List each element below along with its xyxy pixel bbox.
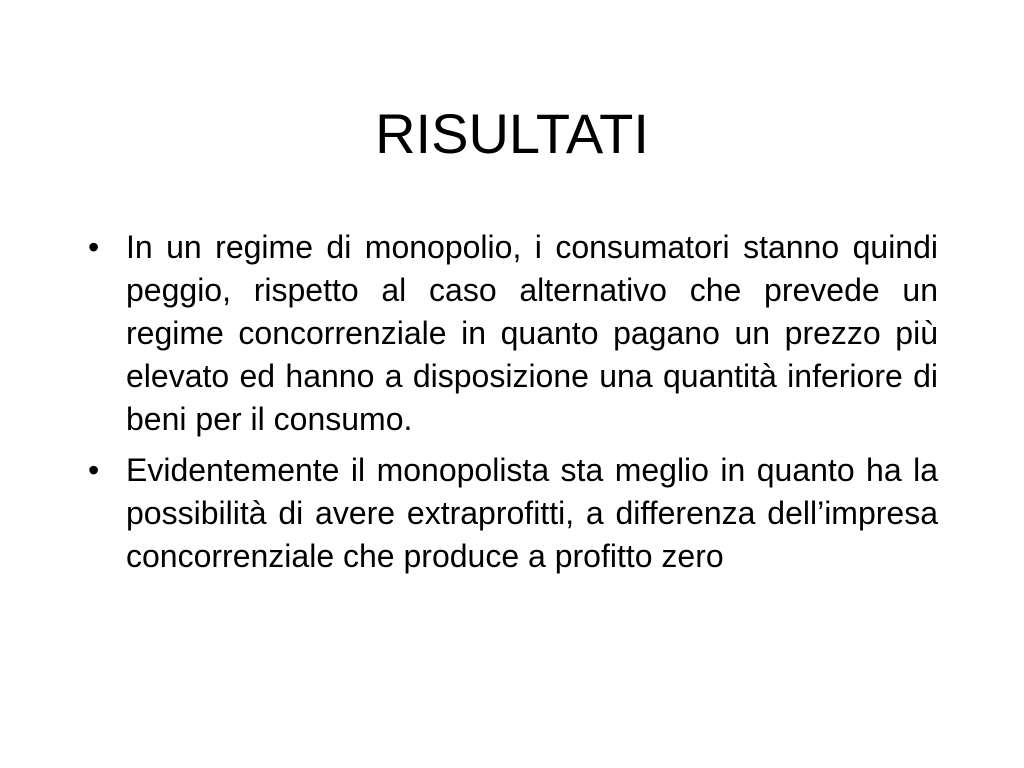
bullet-text: In un regime di monopolio, i consumatori stanno quindi peggio, rispetto al caso alternativo che prevede un regime concorrenziale in quanto pagano un prezzo più elevato ed hanno a disposizione una quantità inferiore di beni per il consumo. bbox=[126, 229, 938, 437]
bullet-item bbox=[80, 226, 938, 441]
slide-title: RISULTATI bbox=[375, 102, 649, 165]
bullet-list bbox=[80, 226, 938, 586]
bullet-icon: • bbox=[88, 452, 100, 488]
bullet-item bbox=[80, 449, 938, 578]
bullet-text: Evidentemente il monopolista sta meglio in quanto ha la possibilità di avere extraprofitti, a differenza dell’impresa concorrenziale che produce a profitto zero bbox=[126, 452, 938, 574]
bullet-icon: • bbox=[88, 229, 100, 265]
